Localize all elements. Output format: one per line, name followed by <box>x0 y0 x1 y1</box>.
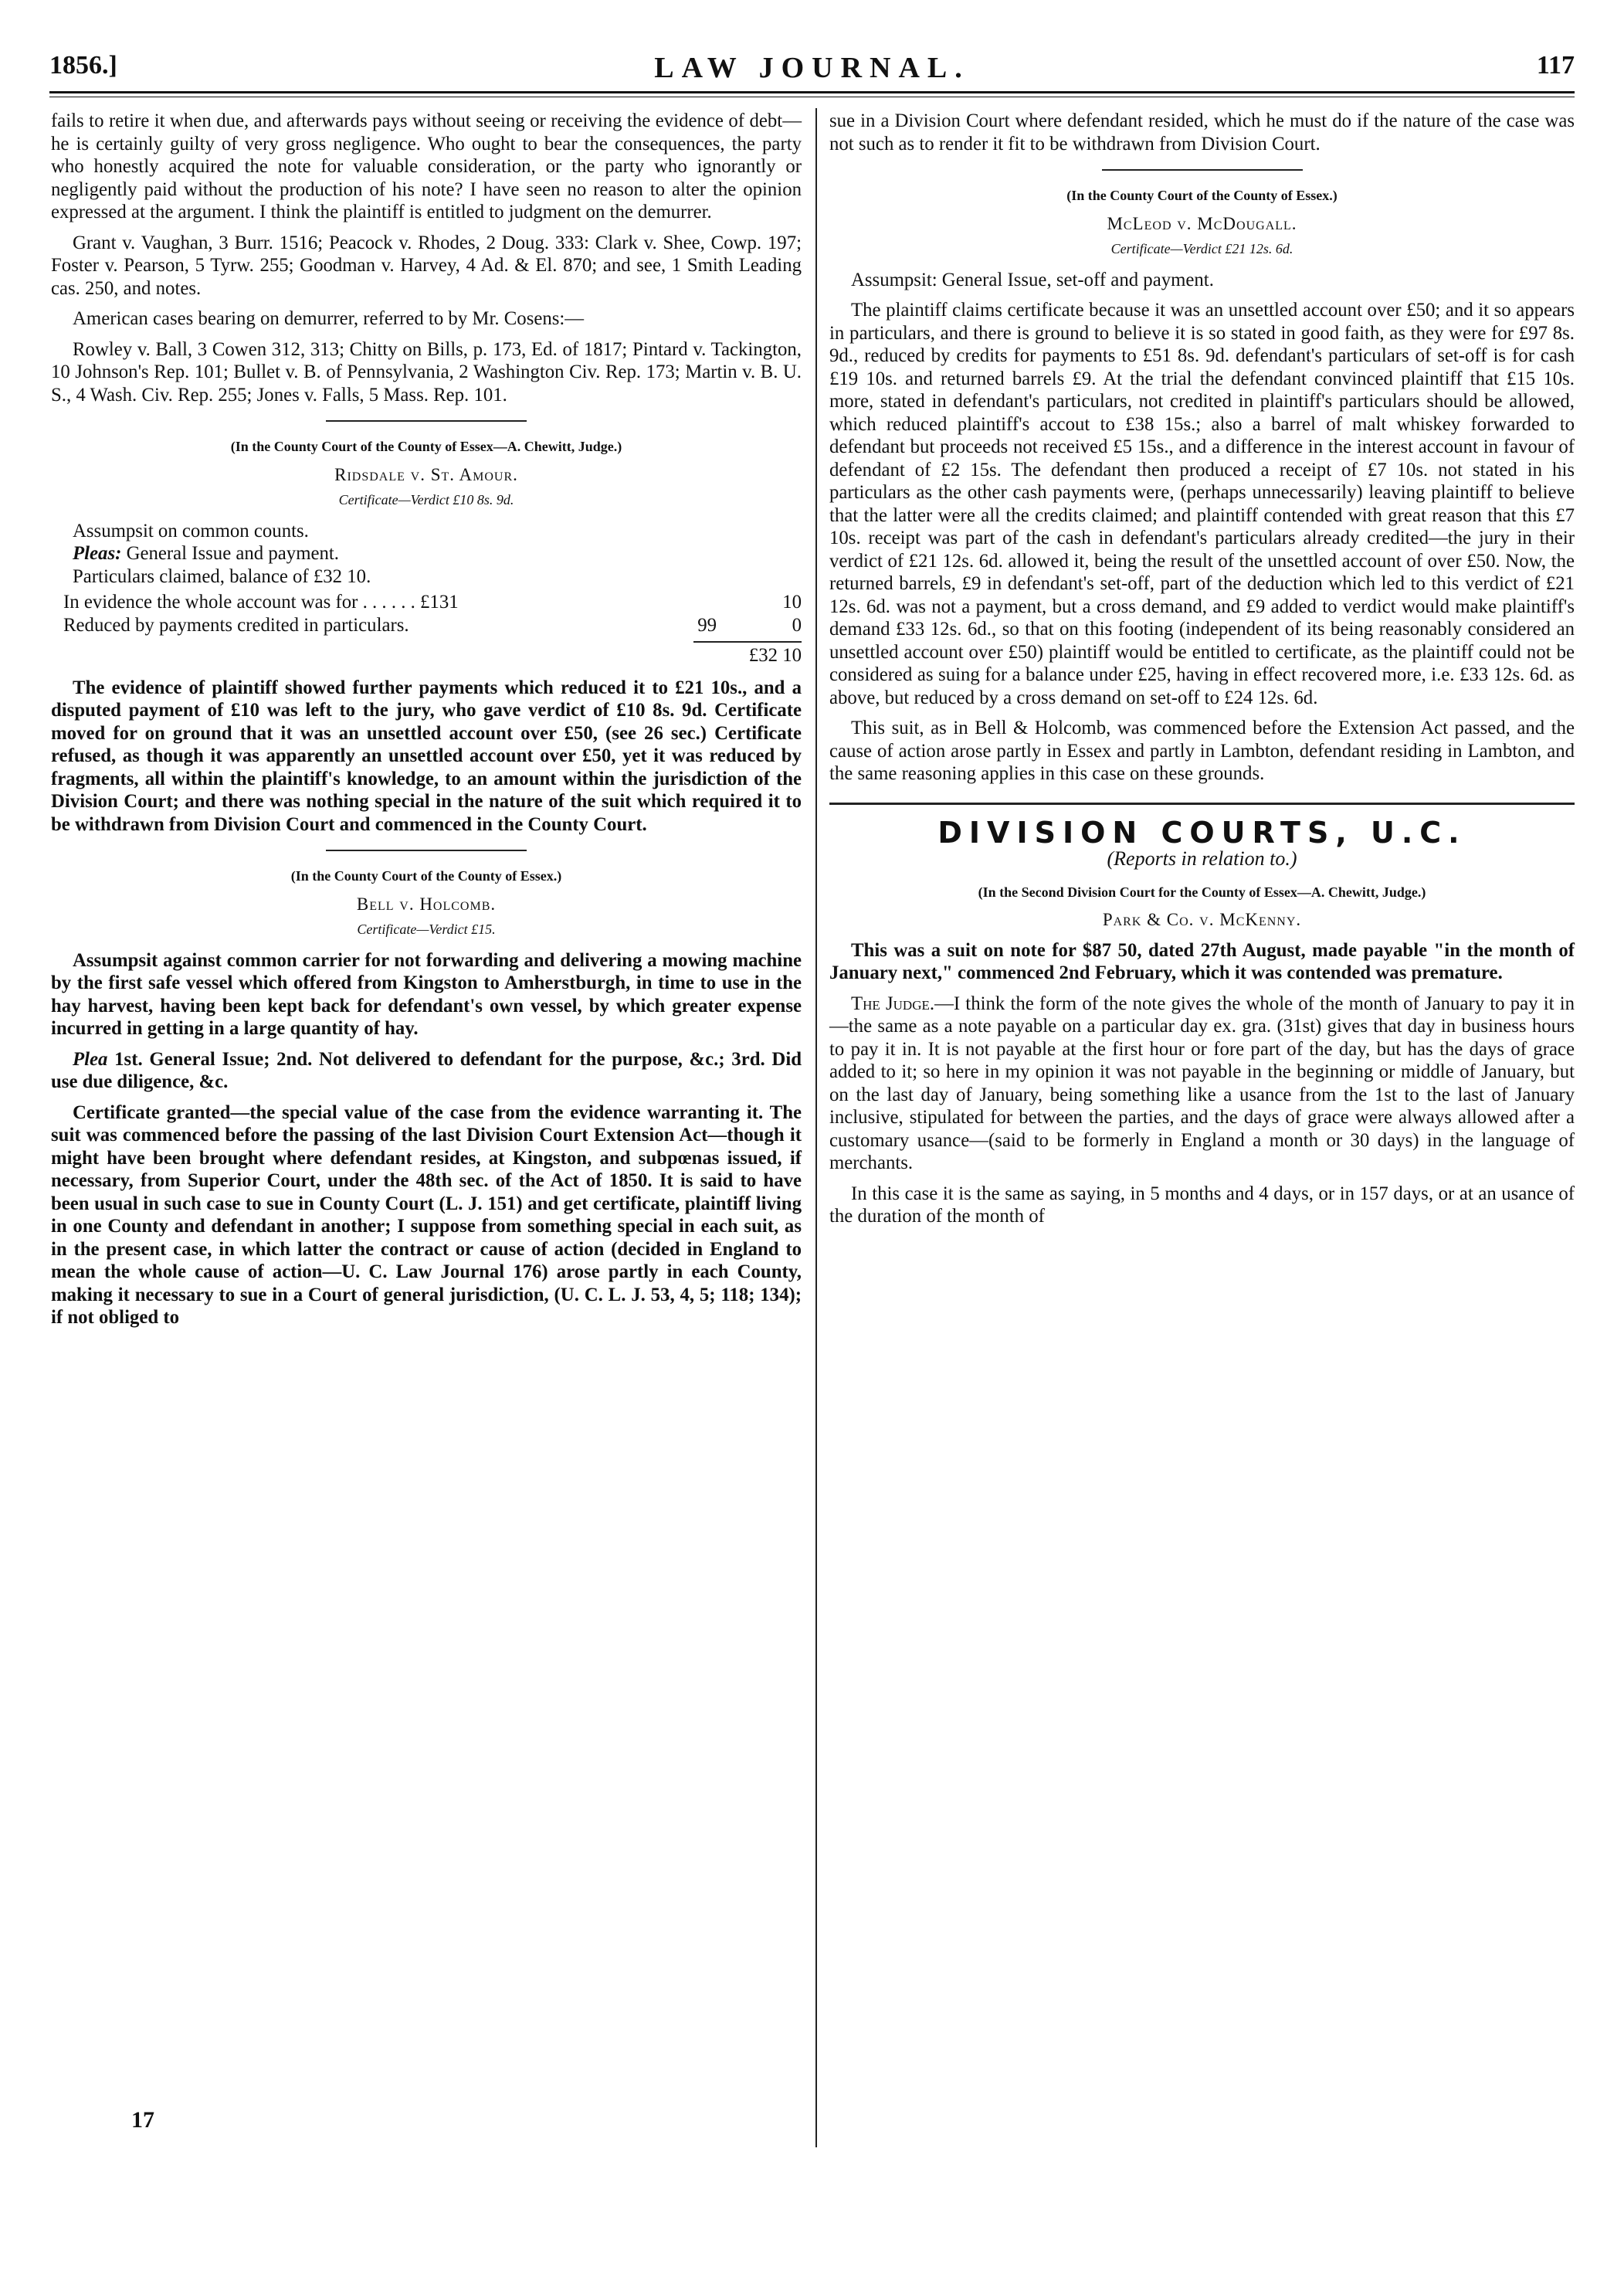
account-row-pounds: 99 <box>697 614 717 636</box>
account-row-shillings: 0 <box>792 614 802 636</box>
paragraph: Assumpsit against common carrier for not forwarding and delivering a mowing machine by the first safe vessel which offered from Kingston to Amherstburgh, in time to use in the hay harvest, having been kept back for defendant's own vessel, by which greater expense incurred in getting in a large quantity of hay. <box>51 949 802 1039</box>
court-heading: (In the Second Division Court for the County of Essex—A. Chewitt, Judge.) <box>978 884 1426 900</box>
section-rule <box>829 803 1575 805</box>
judgment-paragraph <box>829 993 1575 1175</box>
account-total <box>51 641 802 667</box>
judge-label: The Judge. <box>851 993 935 1014</box>
paragraph: The plaintiff claims certificate because it was an unsettled account over £50; and it so appears in particulars, and there is ground to believe it is so stated in good faith, as they were for £97 8s. 9d., reduced by credits for payments to £51 8s. 9d. defendant's particulars of set-off is for cash £19 10s. and returned barrels £9. At the trial the defendant convinced plaintiff that £15 10s. more, stated in defendant's particulars, not credited in plaintiff's particulars should be allowed, which reduced plaintiff's accout to £38 15s.; also a barrel of malt whiskey forwarded to defendant but proceeds not received £5 15s., and a difference in the interest account in favour of defendant of £2 15s. The defendant then produced a receipt of £7 10s. not stated in his particulars as the other cash payments were, (perhaps unnecessarily) leaving plaintiff to believe that the latter were all the credits claimed; and plaintiff contended with great reason that this £7 10s. receipt was part of the cash in defendant's particulars already credited—the jury in their verdict of £21 12s. 6d. allowed it, being the result of the unsettled account of over £50. Now, the returned barrels, £9 in defendant's set-off, part of the deduction which led to this verdict of £21 12s. 6d. was not a payment, but a cross demand, and £9 added to verdict would make plaintiff's demand £33 12s. 6d., so that on this footing (independent of its being reasonably considered an unsettled account over £50) plaintiff would be entitled to certificate, as the plaintiff could not be considered as suing for a balance under £25, having in effect recovered more, i.e. £33 12s. 6d. as above, but reduced by a cross demand on set-off to £24 12s. 6d. <box>829 300 1575 708</box>
column-divider <box>815 108 817 2147</box>
section-subtitle: (Reports in relation to.) <box>1107 847 1297 870</box>
account-row <box>51 614 802 637</box>
certificate-line: Certificate—Verdict £15. <box>357 921 496 937</box>
certificate-line: Certificate—Verdict £21 12s. 6d. <box>1110 241 1293 256</box>
case-title: Park & Co. v. McKenny. <box>1102 910 1302 929</box>
header-rule <box>49 91 1575 93</box>
left-column <box>51 110 802 1337</box>
pleas-text: General Issue and payment. <box>126 543 339 564</box>
court-heading: (In the County Court of the County of Essex.) <box>1066 188 1338 203</box>
right-column <box>829 110 1575 1236</box>
case-title: Ridsdale v. St. Amour. <box>334 464 518 484</box>
paragraph: The evidence of plaintiff showed further payments which reduced it to £21 10s., and a disputed payment of £10 was left to the jury, who gave verdict of £10 8s. 9d. Certificate moved for on ground that it was an unsettled account over £50, (see 26 sec.) Certificate refused, as though it was apparently an unsettled account over £50, yet it was reduced by fragments, all within the plaintiff's knowledge, to an amount within the jurisdiction of the Division Court; and there was nothing special in the nature of the suit which required it to be withdrawn from Division Court and commenced in the County Court. <box>51 677 802 835</box>
pleas-label: Pleas: <box>73 543 122 564</box>
citation-paragraph: Rowley v. Ball, 3 Cowen 312, 313; Chitty on Bills, p. 173, Ed. of 1817; Pintard v. Tackington, 10 Johnson's Rep. 101; Bullet v. B. of Pennsylvania, 2 Washington Civ. Rep. 173; Martin v. B. U. S., 4 Wash. Civ. Rep. 255; Jones v. Falls, 5 Mass. Rep. 101. <box>51 338 802 406</box>
account-row-label: Reduced by payments credited in particulars. <box>63 614 409 636</box>
plea-text: 1st. General Issue; 2nd. Not delivered to defendant for the purpose, &c.; 3rd. Did use due diligence, &c. <box>51 1048 802 1092</box>
running-header <box>49 51 1575 85</box>
court-heading: (In the County Court of the County of Essex—A. Chewitt, Judge.) <box>230 439 622 454</box>
paragraph: sue in a Division Court where defendant resided, which he must do if the nature of the case was not such as to render it fit to be withdrawn from Division Court. <box>829 110 1575 154</box>
header-page-number: 117 <box>1536 51 1575 80</box>
paragraph: This was a suit on note for $87 50, dated 27th August, made payable "in the month of January next," commenced 2nd February, which it was contended was premature. <box>829 939 1575 983</box>
paragraph: Assumpsit: General Issue, set-off and payment. <box>851 269 1214 290</box>
pleas-line <box>51 542 802 565</box>
section-separator <box>326 420 527 422</box>
signature-number: 17 <box>131 2107 154 2133</box>
plea-paragraph <box>51 1048 802 1094</box>
judgment-text: —I think the form of the note gives the whole of the month of January to pay it in—the same as a note payable on a particular day ex. gra. (31st) gives that day in business hours to pay it in. It is not payable at the first hour or fore part of the day, but has the days of grace added to it; so here in my opinion it was not payable in the beginning or middle of January, but on the last day of January, being something like a usance from the 1st to the last of January inclusive, stipulated for between the parties, and the days of grace were always allowed after a customary usance—(said to be formerly in England a month or 30 days) in the language of merchants. <box>829 993 1575 1173</box>
section-separator <box>326 850 527 851</box>
section-title: DIVISION COURTS, U.C. <box>937 815 1466 850</box>
account-total-value: £32 10 <box>693 641 802 667</box>
paragraph: fails to retire it when due, and afterwards pays without seeing or receiving the evidence of debt—he is certainly guilty of very gross negligence. Who ought to bear the consequences, the party who honestly acquired the note for valuable consideration, or the party who ignorantly or negligently paid without the production of his note? I have seen no reason to alter the opinion expressed at the argument. I think the plaintiff is entitled to judgment on the demurrer. <box>51 110 802 222</box>
account-row <box>51 591 802 614</box>
paragraph: Assumpsit on common counts. <box>73 520 309 541</box>
header-year: 1856.] <box>49 51 117 80</box>
citation-paragraph: Grant v. Vaughan, 3 Burr. 1516; Peacock v. Rhodes, 2 Doug. 333: Clark v. Shee, Cowp. 197; Foster v. Pearson, 5 Tyrw. 255; Goodman v. Harvey, 4 Ad. & El. 870; and see, 1 Smith Leading cas. 250, and notes. <box>51 232 802 299</box>
case-title: Bell v. Holcomb. <box>356 894 497 914</box>
court-heading: (In the County Court of the County of Essex.) <box>290 868 562 884</box>
header-title: LAW JOURNAL. <box>654 52 970 84</box>
case-title: McLeod v. McDougall. <box>1107 213 1297 233</box>
paragraph: American cases bearing on demurrer, referred to by Mr. Cosens:— <box>73 308 585 329</box>
account-row-label: In evidence the whole account was for . . . . . . £131 <box>63 592 459 613</box>
account-row-shillings: 10 <box>782 592 802 613</box>
section-separator <box>1102 169 1303 171</box>
plea-label: Plea <box>73 1048 108 1070</box>
paragraph: In this case it is the same as saying, in 5 months and 4 days, or in 157 days, or at an usance of the duration of the month of <box>829 1183 1575 1227</box>
certificate-line: Certificate—Verdict £10 8s. 9d. <box>338 492 514 507</box>
paragraph: This suit, as in Bell & Holcomb, was commenced before the Extension Act passed, and the cause of action arose partly in Essex and partly in Lambton, defendant residing in Lambton, and the same reasoning applies in this case on these grounds. <box>829 718 1575 784</box>
paragraph: Particulars claimed, balance of £32 10. <box>73 565 371 587</box>
paragraph: Certificate granted—the special value of the case from the evidence warranting it. The suit was commenced before the passing of the last Division Court Extension Act—though it might have been brought where defendant resides, at Kingston, and subpœnas issued, if necessary, from Superior Court, under the 48th sec. of the Act of 1850. It is said to have been usual in such case to sue in County Court (L. J. 151) and get certificate, plaintiff living in one County and defendant in another; I suppose from something special in each suit, as in the present case, in which latter the contract or cause of action (decided in England to mean the whole cause of action—U. C. Law Journal 176) arose partly in each County, making it necessary to sue in a Court of general jurisdiction, (U. C. L. J. 53, 4, 5; 118; 134); if not obliged to <box>51 1101 802 1328</box>
